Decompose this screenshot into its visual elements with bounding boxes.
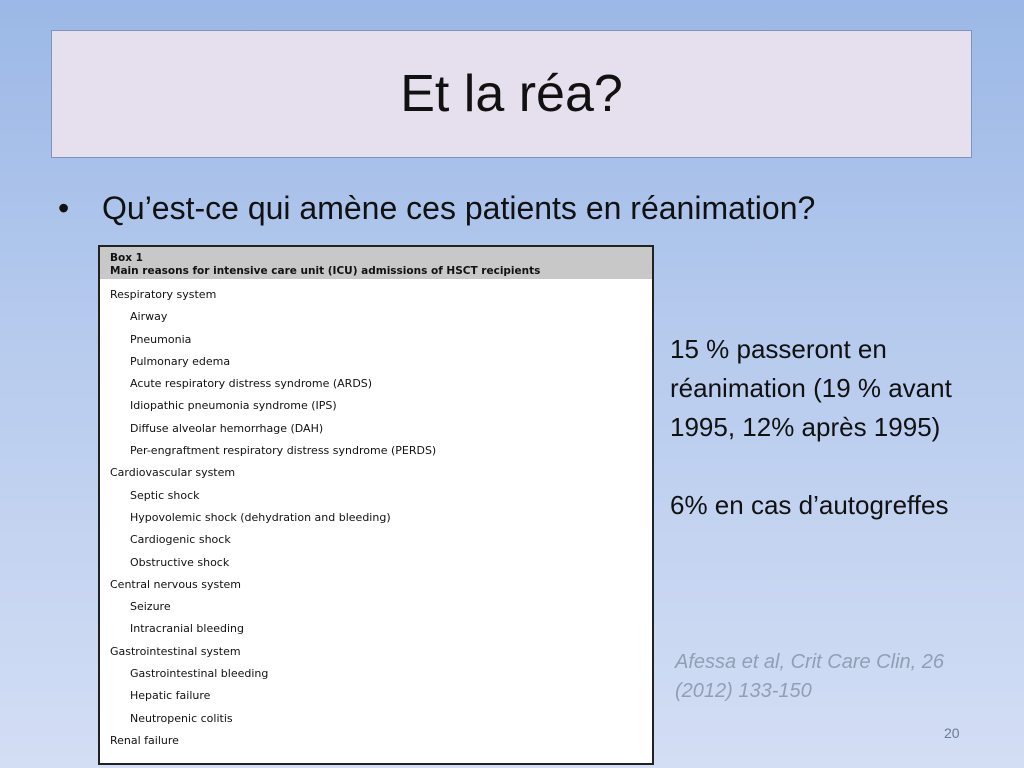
box-list-subitem: Airway xyxy=(130,310,168,324)
bullet-text: Qu’est-ce qui amène ces patients en réanimation? xyxy=(102,190,816,226)
side-text xyxy=(670,330,1015,525)
stat-line-1: 15 % passeront en xyxy=(670,334,887,364)
box-list xyxy=(100,279,652,752)
box-caption: Main reasons for intensive care unit (ICU) admissions of HSCT recipients xyxy=(110,265,541,277)
box-list-subitem: Intracranial bleeding xyxy=(130,622,244,636)
bullet-point xyxy=(58,190,815,227)
reference-line-2: (2012) 133-150 xyxy=(675,680,812,702)
stat-line-2: réanimation (19 % avant xyxy=(670,373,952,403)
box-list-subitem: Seizure xyxy=(130,600,171,614)
box-list-subitem: Obstructive shock xyxy=(130,555,230,569)
autograft-stat: 6% en cas d’autogreffes xyxy=(670,490,949,520)
box-list-category: Central nervous system xyxy=(110,577,242,591)
box-list-subitem: Neutropenic colitis xyxy=(130,711,233,725)
bullet-icon: • xyxy=(58,190,70,226)
page-number: 20 xyxy=(944,725,960,741)
box-label: Box 1 xyxy=(110,252,143,264)
box-list-subitem: Pneumonia xyxy=(130,332,192,346)
box-list-subitem: Septic shock xyxy=(130,488,200,502)
box-figure xyxy=(98,245,654,765)
box-list-subitem: Diffuse alveolar hemorrhage (DAH) xyxy=(130,421,324,435)
box-list-category: Renal failure xyxy=(110,733,179,747)
spacer xyxy=(670,447,1015,486)
box-list-subitem: Gastrointestinal bleeding xyxy=(130,667,269,681)
box-list-subitem: Cardiogenic shock xyxy=(130,533,231,547)
box-list-category: Gastrointestinal system xyxy=(110,644,241,658)
box-list-subitem: Pulmonary edema xyxy=(130,354,231,368)
box-list-category: Cardiovascular system xyxy=(110,466,236,480)
reference-line-1: Afessa et al, Crit Care Clin, 26 xyxy=(675,651,944,673)
slide-title: Et la réa? xyxy=(400,65,623,123)
box-header xyxy=(100,247,652,279)
box-list-subitem: Per-engraftment respiratory distress syndrome (PERDS) xyxy=(130,444,437,458)
reference xyxy=(675,648,1005,706)
box-list-subitem: Idiopathic pneumonia syndrome (IPS) xyxy=(130,399,337,413)
box-list-subitem: Hypovolemic shock (dehydration and bleeding) xyxy=(130,510,391,524)
box-list-subitem: Hepatic failure xyxy=(130,689,211,703)
box-list-category: Respiratory system xyxy=(110,288,217,301)
stat-line-3: 1995, 12% après 1995) xyxy=(670,412,941,442)
title-box xyxy=(51,30,972,158)
box-list-subitem: Acute respiratory distress syndrome (ARDS) xyxy=(130,377,373,391)
